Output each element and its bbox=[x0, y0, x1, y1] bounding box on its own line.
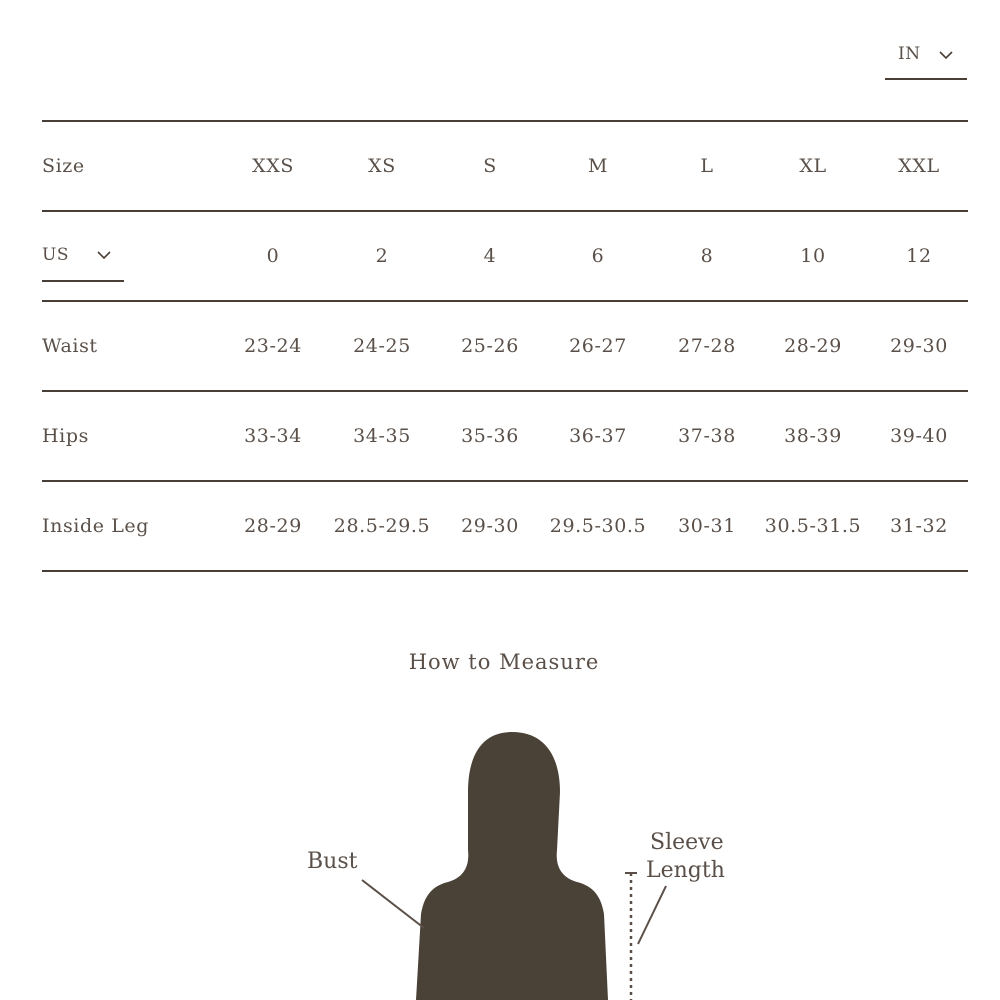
table-cell: 29-30 bbox=[461, 515, 519, 537]
table-cell: 35-36 bbox=[461, 425, 519, 447]
size-header-cell: XXS bbox=[252, 155, 294, 177]
table-cell: 6 bbox=[591, 245, 605, 267]
row-label-inside-leg: Inside Leg bbox=[42, 515, 150, 537]
table-cell: 36-37 bbox=[569, 425, 627, 447]
table-cell: 8 bbox=[700, 245, 714, 267]
sleeve-label-line2: Length bbox=[646, 858, 725, 883]
unit-select[interactable] bbox=[885, 40, 967, 80]
table-cell: 30.5-31.5 bbox=[764, 515, 862, 537]
how-to-measure-title: How to Measure bbox=[408, 650, 600, 674]
table-cell: 10 bbox=[800, 245, 826, 267]
size-header-cell: XXL bbox=[898, 155, 940, 177]
table-cell: 37-38 bbox=[678, 425, 736, 447]
chevron-down-icon bbox=[938, 50, 954, 60]
table-cell: 29-30 bbox=[890, 335, 948, 357]
chevron-down-icon bbox=[96, 250, 112, 260]
size-header-cell: M bbox=[587, 155, 609, 177]
table-cell: 38-39 bbox=[784, 425, 842, 447]
table-cell: 23-24 bbox=[244, 335, 302, 357]
table-cell: 25-26 bbox=[461, 335, 519, 357]
table-cell: 28.5-29.5 bbox=[333, 515, 431, 537]
size-header-cell: S bbox=[483, 155, 497, 177]
body-silhouette bbox=[416, 732, 608, 1000]
size-header-cell: XS bbox=[368, 155, 396, 177]
table-row-waist bbox=[42, 300, 968, 390]
unit-select-value: IN bbox=[898, 44, 921, 64]
table-row-hips bbox=[42, 390, 968, 480]
table-cell: 29.5-30.5 bbox=[549, 515, 647, 537]
table-cell: 26-27 bbox=[569, 335, 627, 357]
body-silhouette-illustration bbox=[0, 700, 1000, 1000]
table-cell: 2 bbox=[375, 245, 389, 267]
table-row-region bbox=[42, 210, 968, 300]
bust-pointer-line bbox=[362, 880, 424, 928]
row-label-waist: Waist bbox=[42, 335, 98, 357]
table-cell: 34-35 bbox=[353, 425, 411, 447]
table-cell: 33-34 bbox=[244, 425, 302, 447]
table-row-inside-leg bbox=[42, 480, 968, 572]
row-label-size: Size bbox=[42, 155, 85, 177]
sleeve-pointer-line bbox=[638, 886, 666, 944]
measure-illustration bbox=[0, 700, 1000, 1000]
size-table bbox=[42, 120, 968, 572]
table-cell: 31-32 bbox=[890, 515, 948, 537]
table-cell: 12 bbox=[906, 245, 932, 267]
sleeve-label-line1: Sleeve bbox=[650, 830, 724, 855]
table-cell: 24-25 bbox=[353, 335, 411, 357]
bust-label: Bust bbox=[307, 849, 358, 874]
table-cell: 4 bbox=[483, 245, 497, 267]
size-header-cell: L bbox=[700, 155, 714, 177]
row-label-hips: Hips bbox=[42, 425, 89, 447]
table-cell: 28-29 bbox=[784, 335, 842, 357]
region-select[interactable] bbox=[42, 244, 124, 282]
table-header-row bbox=[42, 120, 968, 210]
table-cell: 28-29 bbox=[244, 515, 302, 537]
table-cell: 39-40 bbox=[890, 425, 948, 447]
table-cell: 30-31 bbox=[678, 515, 736, 537]
table-cell: 0 bbox=[266, 245, 280, 267]
table-cell: 27-28 bbox=[678, 335, 736, 357]
region-select-value: US bbox=[42, 245, 69, 265]
size-header-cell: XL bbox=[799, 155, 827, 177]
